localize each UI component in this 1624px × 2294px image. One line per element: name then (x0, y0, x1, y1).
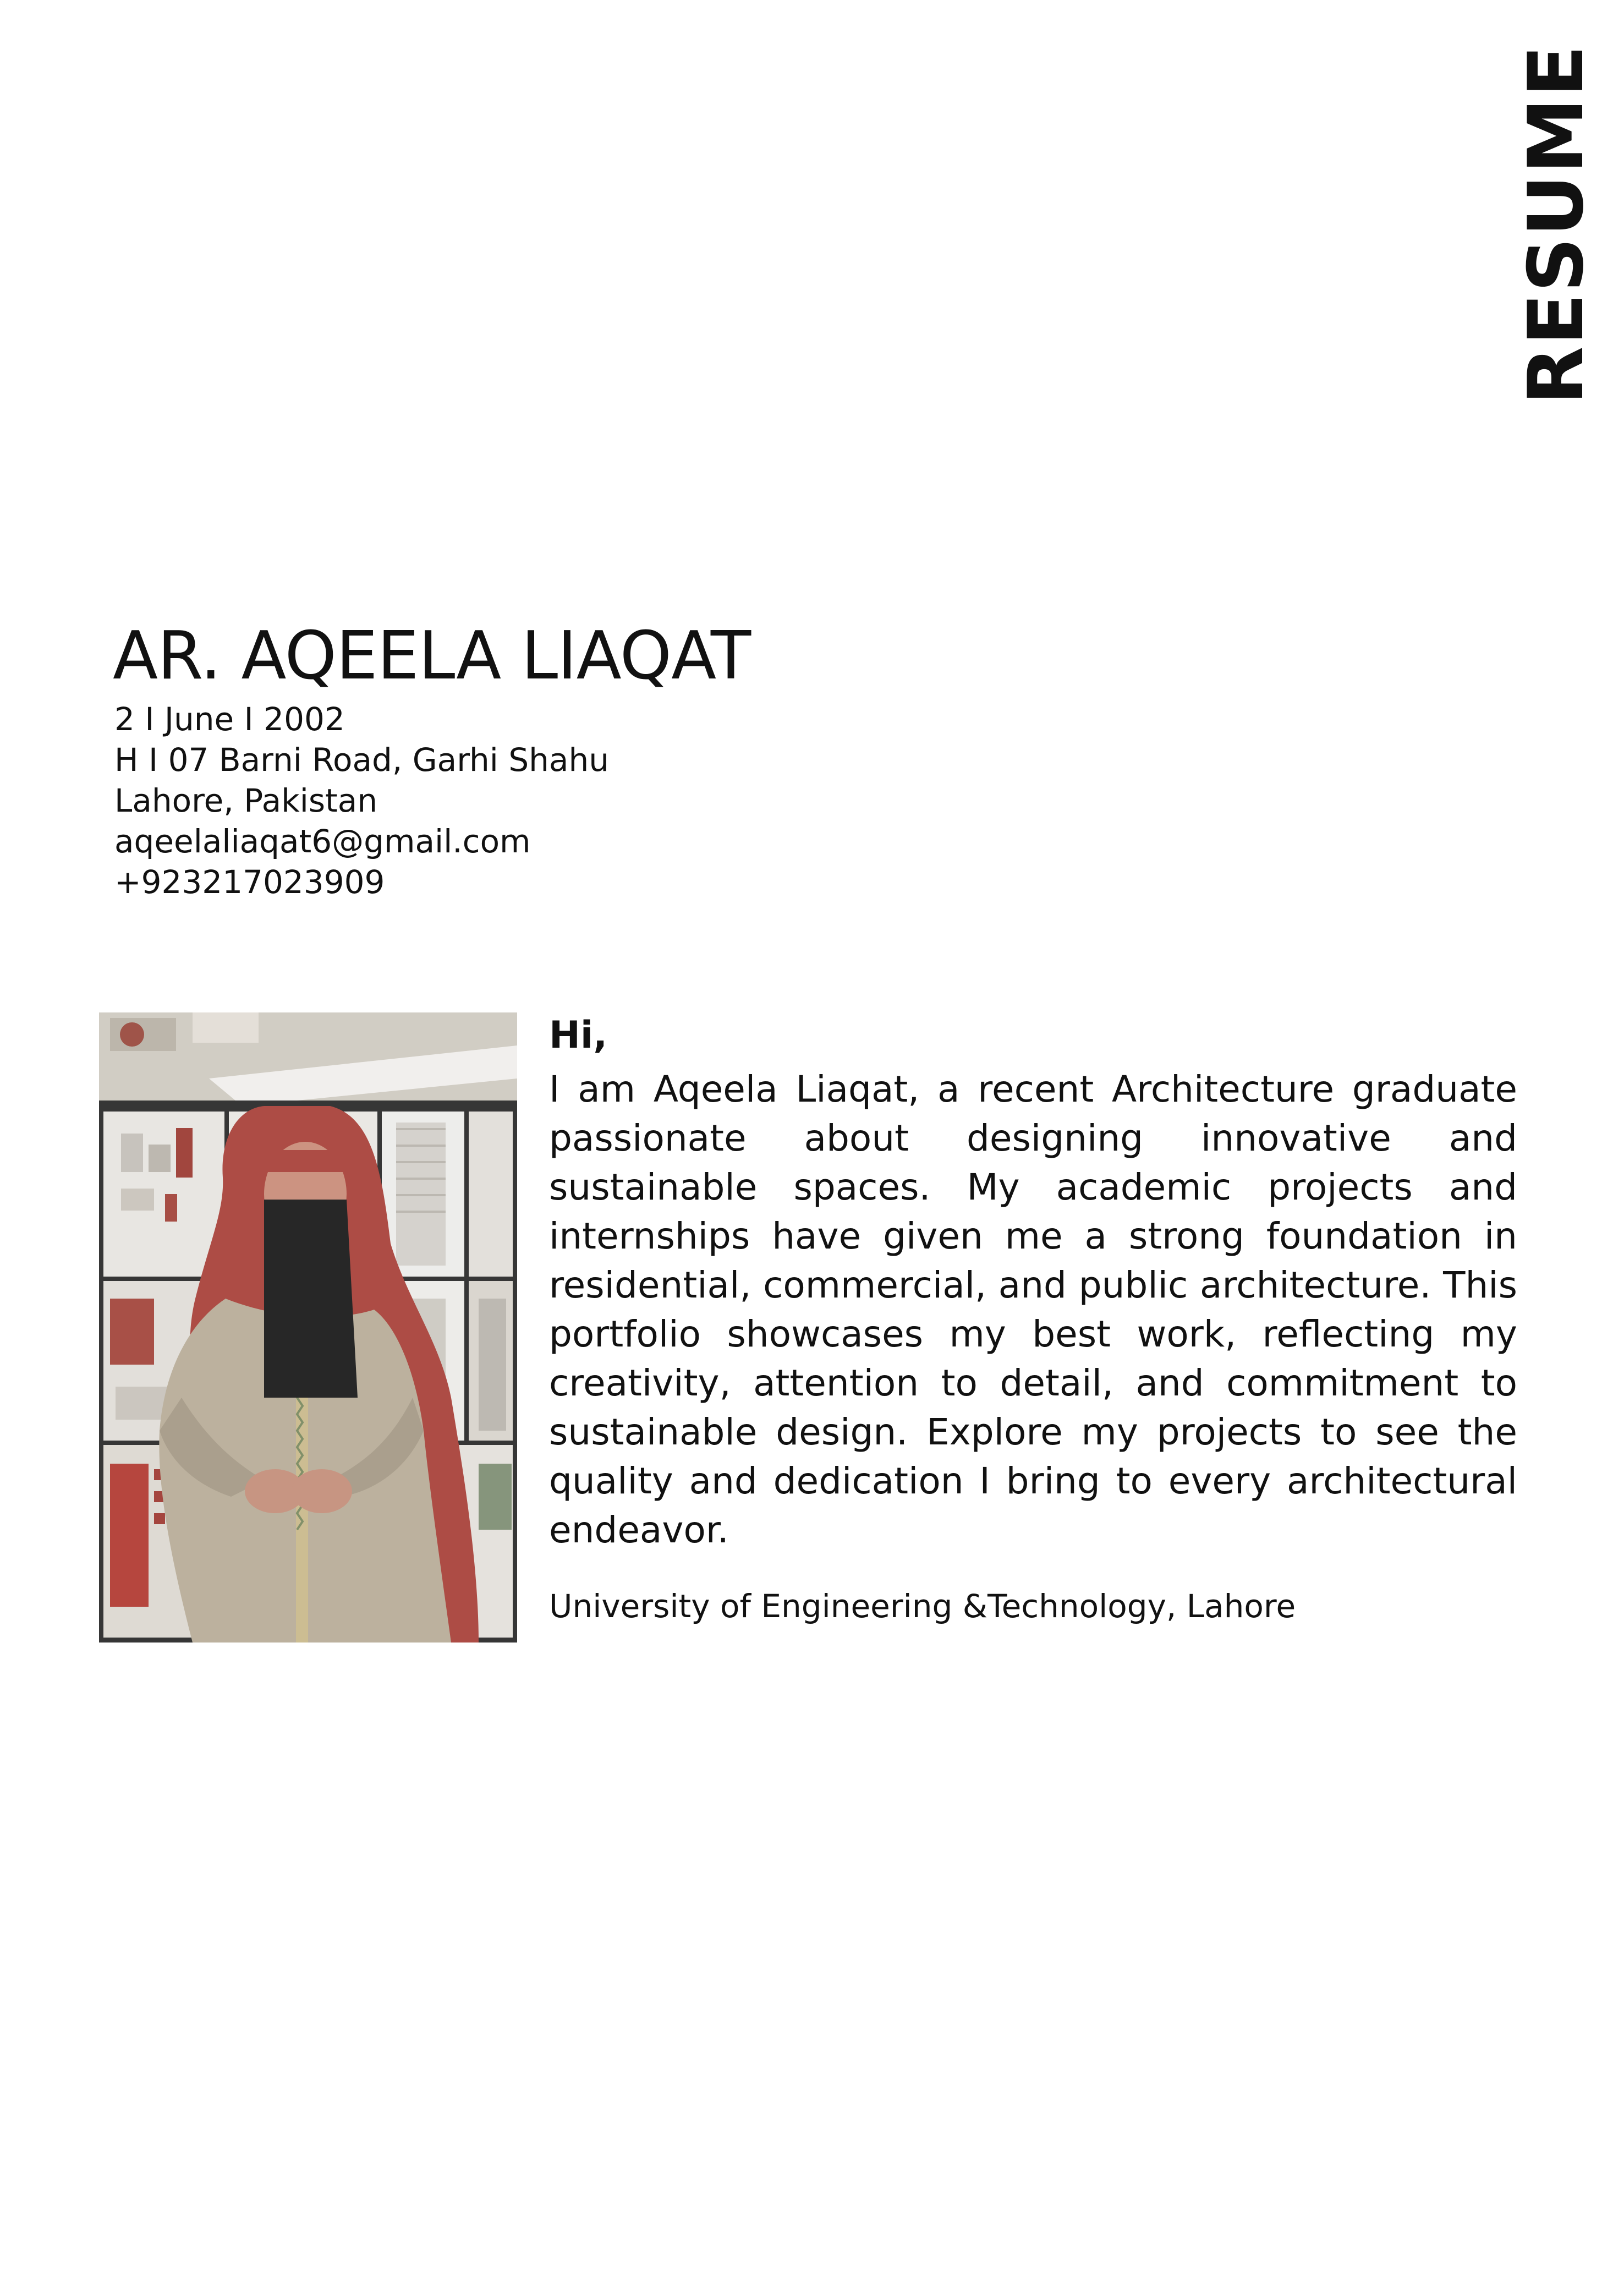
address-line-2: Lahore, Pakistan (114, 782, 378, 819)
phone: +923217023909 (114, 863, 385, 901)
date-of-birth: 2 I June I 2002 (114, 700, 345, 738)
email: aqeelaliaqat6@gmail.com (114, 823, 531, 860)
profile-photo (99, 1012, 517, 1643)
address-line-1: H I 07 Barni Road, Garhi Shahu (114, 741, 609, 779)
profile-name: AR. AQEELA LIAQAT (113, 618, 751, 694)
greeting: Hi, (549, 1014, 608, 1057)
resume-title: RESUME (1512, 44, 1600, 405)
university: University of Engineering &Technology, Lahore (549, 1587, 1296, 1625)
contact-block (114, 699, 609, 902)
bio-paragraph: I am Aqeela Liaqat, a recent Architecture graduate passionate about designing innovative and sustainable spaces. My academic projects and internships have given me a strong foundation in residential, commercial, and public architecture. This portfolio showcases my best work, reflecting my creativity, attention to detail, and commitment to sustainable design. Explore my projects to see the quality and dedication I bring to every architectural endeavor. (549, 1068, 1517, 1551)
